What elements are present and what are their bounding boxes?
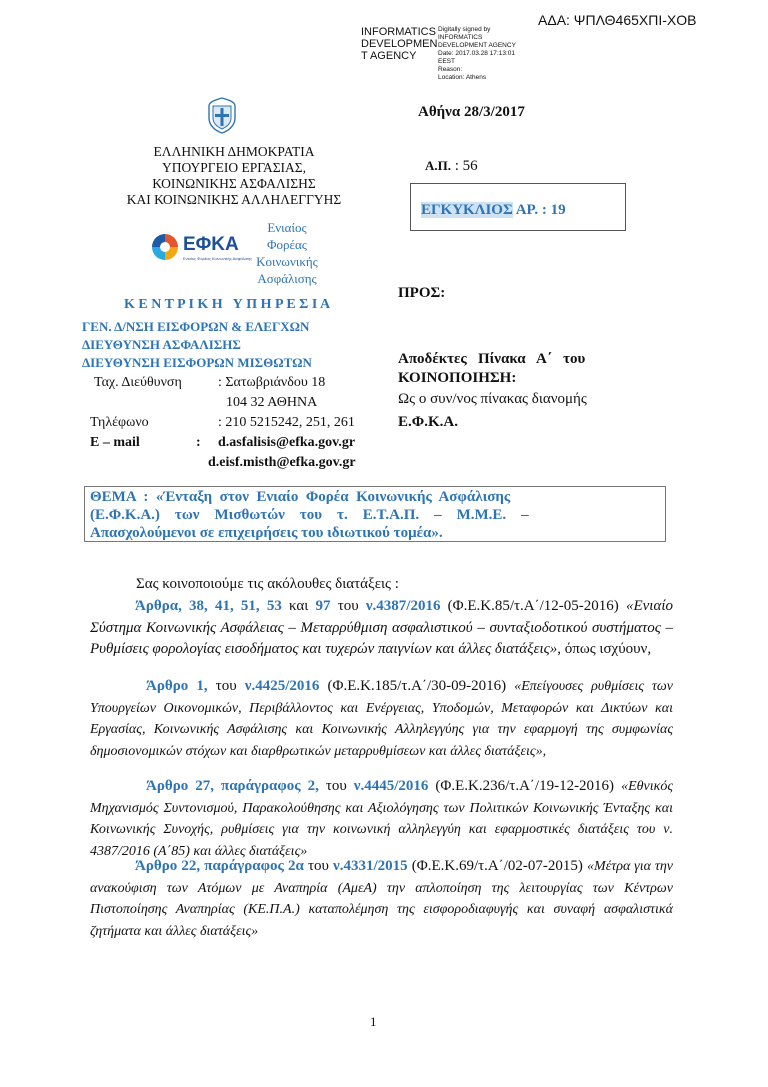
- email-colon: :: [196, 435, 201, 450]
- signature-reason: Reason:: [438, 66, 463, 73]
- subject-line: Απασχολούμενοι σε επιχειρήσεις του ιδιωτικού τομέα».: [90, 525, 443, 541]
- gazette-ref: (Φ.Ε.Κ.69/τ.Α΄/02-07-2015): [407, 858, 588, 874]
- efka-name-line: Ενιαίος: [267, 220, 307, 235]
- phone-value: : 210 5215242, 251, 261: [218, 415, 355, 430]
- republic-name: ΕΛΛΗΝΙΚΗ ΔΗΜΟΚΡΑΤΙΑ: [153, 144, 315, 159]
- general-directorate: ΓΕΝ. Δ/ΝΣΗ ΕΙΣΦΟΡΩΝ & ΕΛΕΓΧΩΝ: [82, 319, 310, 334]
- law-title: «Ενιαίο Σύστημα Κοινωνικής Ασφάλειας – Μεταρρύθμιση ασφαλιστικού – συνταξιοδοτικού συστήματος – Ρυθμίσεις φορολογίας εισοδήματος και τυχερών παιγνίων και άλλες διατάξεις»,: [90, 598, 673, 657]
- subject-line: (Ε.Φ.Κ.Α.) των Μισθωτών του τ. Ε.Τ.Α.Π. – Μ.Μ.Ε. –: [90, 507, 529, 523]
- efka-name-line: Κοινωνικής: [256, 254, 318, 269]
- ministry-line: ΥΠΟΥΡΓΕΙΟ ΕΡΓΑΣΙΑΣ,: [161, 160, 307, 175]
- ministry-line: ΚΟΙΝΩΝΙΚΗΣ ΑΣΦΑΛΙΣΗΣ: [152, 176, 316, 191]
- ada-code: ΑΔΑ: ΨΠΛΘ465ΧΠΙ-ΧΟΒ: [538, 12, 697, 28]
- efka-logo-text: ΕΦΚΑ: [183, 234, 239, 255]
- protocol-label: Α.Π.: [425, 158, 451, 173]
- gazette-ref: (Φ.Ε.Κ.85/τ.Α΄/12-05-2016): [440, 598, 626, 614]
- law-ref: ν.4425/2016: [244, 678, 320, 694]
- subject-line: ΘΕΜΑ : «Ένταξη στον Ενιαίο Φορέα Κοινωνικής Ασφάλισης: [90, 489, 511, 505]
- efka-name: [252, 219, 322, 287]
- address-city: 104 32 ΑΘΗΝΑ: [226, 395, 318, 410]
- page-number: 1: [370, 1014, 377, 1029]
- article-ref: Άρθρο 27, παράγραφος 2,: [146, 778, 319, 794]
- signature-org-line: INFORMATICS: [361, 26, 436, 38]
- law-title: «Μέτρα για την ανακούφιση των Ατόμων με Αναπηρία (ΑμεΑ) την απλοποίηση της λειτουργίας των Κέντρων Πιστοποίησης Αναπηρίας (ΚΕ.Π.Α.) καταπολέμηση της εισφοροδιαφυγής και συναφή ασφαλιστικά ζητήματα και άλλες διατάξεις»: [90, 859, 673, 939]
- signature-org-line: DEVELOPMEN: [361, 38, 438, 50]
- circular-number: ΑΡ. : 19: [512, 202, 566, 218]
- address-label: Ταχ. Διεύθυνση: [94, 375, 182, 390]
- signature-details: [438, 26, 516, 82]
- email-link[interactable]: d.eisf.misth@efka.gov.gr: [208, 455, 356, 470]
- signature-tz: EEST: [438, 58, 455, 65]
- law-title: «Επείγουσες ρυθμίσεις των Υπουργείων Οικονομικών, Περιβάλλοντος και Ενέργειας, Υποδομών, Μεταφορών και Δικτύων και Εργασίας, Κοινωνικής Ασφάλισης και Κοινωνικής Αλληλεγγύης για την εφαρμογή της συμφωνίας δημοσιονομικών στόχων και διαρθρωτικών μεταρρυθμίσεων και άλλες διατάξεις»,: [90, 679, 673, 759]
- cc-label: ΚΟΙΝΟΠΟΙΗΣΗ:: [398, 370, 517, 386]
- efka-logo: [150, 230, 253, 266]
- provision-paragraph: [90, 596, 673, 661]
- article-ref: Άρθρο 1,: [146, 678, 208, 694]
- signature-signed-by: Digitally signed by: [438, 26, 491, 33]
- recipients-label: ΠΡΟΣ:: [398, 285, 446, 301]
- address-value: : Σατωβριάνδου 18: [218, 375, 326, 390]
- greek-coat-of-arms-icon: [205, 96, 239, 134]
- provision-paragraph: [90, 856, 673, 942]
- law-ref: ν.4445/2016: [353, 778, 429, 794]
- circular-box: [410, 183, 626, 231]
- article-ref: Άρθρο 22, παράγραφος 2α: [135, 858, 304, 874]
- protocol-number: [425, 158, 478, 175]
- protocol-value: : 56: [454, 158, 478, 174]
- law-ref: ν.4331/2015: [333, 858, 408, 874]
- signature-org: [361, 26, 437, 62]
- connector-text: του: [303, 858, 334, 874]
- efka-logo-icon: [150, 232, 180, 262]
- subject-box: [84, 486, 666, 542]
- provision-paragraph: [90, 676, 673, 762]
- intro-text: Σας κοινοποιούμε τις ακόλουθες διατάξεις :: [136, 576, 399, 592]
- connector-text: του: [207, 678, 245, 694]
- ministry-header: [100, 144, 368, 208]
- recipients-value: Ε.Φ.Κ.Α.: [398, 414, 458, 430]
- directorate: ΔΙΕΥΘΥΝΣΗ ΑΣΦΑΛΙΣΗΣ: [82, 337, 241, 352]
- article-ref: Άρθρα, 38, 41, 51, 53: [135, 598, 282, 614]
- recipients-value: Αποδέκτες Πίνακα Α΄ του: [398, 351, 586, 367]
- signature-date: Date: 2017.03.28 17:13:01: [438, 50, 515, 57]
- connector-text: του: [330, 598, 366, 614]
- departments: [82, 318, 312, 372]
- connector-text: όπως ισχύουν,: [561, 641, 652, 657]
- ministry-line: ΚΑΙ ΚΟΙΝΩΝΙΚΗΣ ΑΛΛΗΛΕΓΓΥΗΣ: [126, 192, 342, 207]
- email-label: E – mail: [90, 435, 140, 450]
- cc-value: Ως ο συν/νος πίνακας διανομής: [398, 391, 587, 407]
- connector-text: και: [281, 598, 316, 614]
- connector-text: του: [318, 778, 354, 794]
- article-ref: 97: [315, 598, 331, 614]
- document-date: Αθήνα 28/3/2017: [418, 104, 525, 120]
- efka-name-line: Ασφάλισης: [257, 271, 317, 286]
- signature-org-line: T AGENCY: [361, 50, 417, 62]
- email-link[interactable]: d.asfalisis@efka.gov.gr: [218, 435, 356, 450]
- efka-name-line: Φορέας: [267, 237, 307, 252]
- central-service: Κ Ε Ν Τ Ρ Ι Κ Η Υ Π Η Ρ Ε Σ Ι Α: [124, 297, 331, 312]
- phone-label: Τηλέφωνο: [90, 415, 149, 430]
- circular-title: ΕΓΚΥΚΛΙΟΣ: [421, 202, 513, 218]
- gazette-ref: (Φ.Ε.Κ.236/τ.Α΄/19-12-2016): [428, 778, 622, 794]
- signature-location: Location: Athens: [438, 74, 487, 81]
- contact-block: [90, 373, 400, 473]
- efka-logo-subtitle: Ενιαίος Φορέας Κοινωνικής Ασφάλισης: [183, 256, 253, 261]
- signature-name: DEVELOPMENT AGENCY: [438, 42, 516, 49]
- signature-name: INFORMATICS: [438, 34, 483, 41]
- directorate: ΔΙΕΥΘΥΝΣΗ ΕΙΣΦΟΡΩΝ ΜΙΣΘΩΤΩΝ: [82, 355, 312, 370]
- provision-paragraph: [90, 776, 673, 862]
- law-title: «Εθνικός Μηχανισμός Συντονισμού, Παρακολούθησης και Αξιολόγησης των Πολιτικών Κοινωνικής Ένταξης και Κοινωνικής Συνοχής, ρυθμίσεις για την κοινωνική αλληλεγγύη και εφαρμοστικές διατάξεις του ν. 4387/2016 (Α΄85) και άλλες διατάξεις»: [90, 779, 673, 859]
- gazette-ref: (Φ.Ε.Κ.185/τ.Α΄/30-09-2016): [319, 678, 515, 694]
- law-ref: ν.4387/2016: [365, 598, 441, 614]
